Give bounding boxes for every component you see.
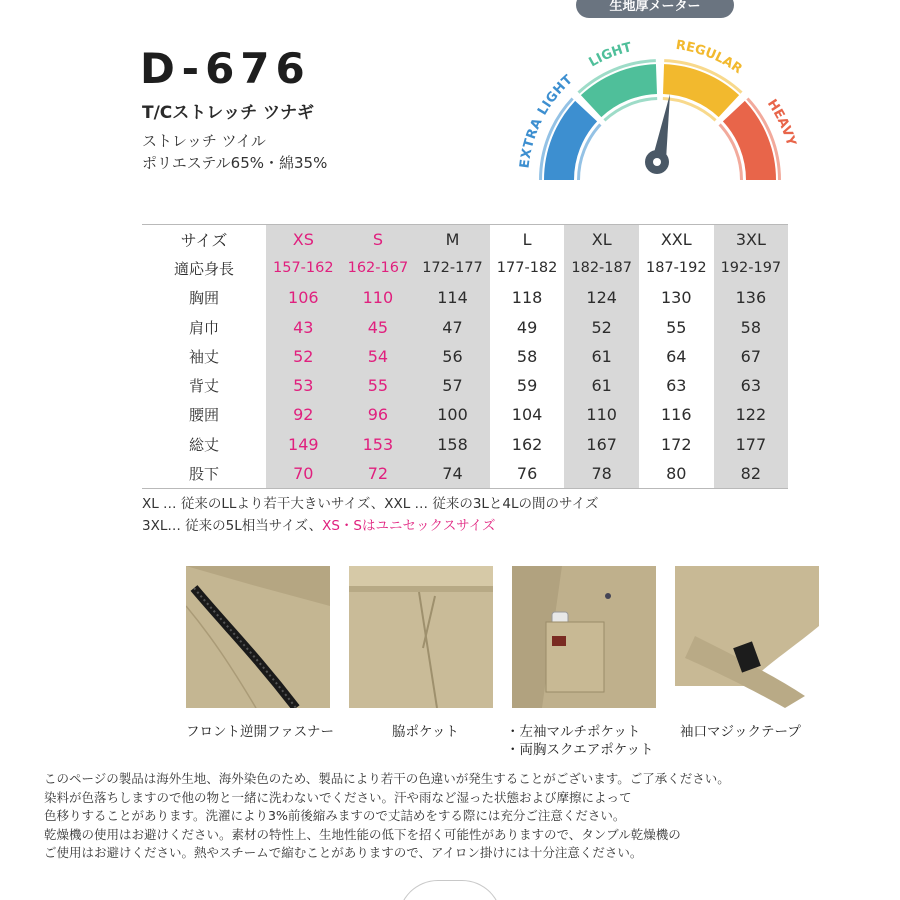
table-cell: 61 bbox=[564, 342, 639, 371]
table-cell: 192-197 bbox=[714, 254, 789, 283]
table-cell: 110 bbox=[341, 283, 416, 312]
table-cell: 55 bbox=[341, 371, 416, 400]
table-row bbox=[142, 371, 788, 400]
product-name: T/Cストレッチ ツナギ bbox=[142, 103, 315, 123]
table-cell: 104 bbox=[511, 405, 543, 425]
row-label: 総丈 bbox=[188, 435, 219, 454]
table-cell: 55 bbox=[666, 317, 687, 337]
scroll-more-indicator[interactable] bbox=[398, 880, 502, 900]
disclaimer-text bbox=[44, 770, 730, 863]
table-cell: 53 bbox=[266, 371, 341, 400]
disclaimer-line: 染料が色落ちしますので他の物と一緒に洗わないでください。汗や雨など湿った状態および摩擦によって bbox=[44, 789, 632, 805]
photo-cuff-velcro bbox=[675, 566, 819, 708]
table-cell: 96 bbox=[341, 400, 416, 429]
table-cell: 45 bbox=[341, 312, 416, 341]
size-header-cell: XL bbox=[564, 225, 639, 254]
caption-cuff-velcro: 袖口マジックテープ bbox=[680, 724, 801, 740]
table-cell: 177-182 bbox=[496, 260, 558, 277]
table-cell: 61 bbox=[564, 371, 639, 400]
row-label: 袖丈 bbox=[188, 347, 219, 366]
row-label: 腰囲 bbox=[188, 406, 219, 425]
size-header-row bbox=[142, 225, 788, 254]
row-label: サイズ bbox=[142, 225, 266, 254]
size-header-cell: M bbox=[415, 225, 490, 254]
photo-chest-pocket bbox=[512, 566, 656, 708]
size-chart-table bbox=[142, 224, 788, 489]
table-cell: 52 bbox=[564, 312, 639, 341]
row-label: 股下 bbox=[142, 459, 266, 488]
table-cell: 167 bbox=[564, 430, 639, 459]
table-cell: 114 bbox=[415, 283, 490, 312]
table-cell: 70 bbox=[266, 459, 341, 488]
product-model: D-676 bbox=[140, 44, 311, 93]
table-cell: 100 bbox=[415, 400, 490, 429]
table-cell: 63 bbox=[714, 371, 789, 400]
table-row bbox=[142, 459, 788, 488]
gauge-label-light: LIGHT bbox=[586, 40, 634, 71]
table-cell: 162 bbox=[511, 434, 543, 454]
table-cell: 157-162 bbox=[266, 254, 341, 283]
table-cell: 49 bbox=[516, 317, 538, 337]
table-cell: 110 bbox=[564, 400, 639, 429]
table-cell: 56 bbox=[415, 342, 490, 371]
table-cell: 59 bbox=[516, 376, 538, 396]
table-cell: 116 bbox=[660, 405, 692, 425]
table-cell: 80 bbox=[639, 459, 714, 488]
fabric-type: ストレッチ ツイル bbox=[142, 132, 266, 150]
table-cell: 63 bbox=[666, 376, 687, 396]
table-cell: 43 bbox=[266, 312, 341, 341]
fabric-info bbox=[142, 130, 327, 174]
table-cell: 153 bbox=[341, 430, 416, 459]
table-cell: 118 bbox=[511, 288, 543, 308]
caption-chest-pockets: ・両胸スクエアポケット bbox=[506, 742, 654, 758]
table-row bbox=[142, 400, 788, 429]
table-cell: 177 bbox=[714, 430, 789, 459]
table-cell: 136 bbox=[714, 283, 789, 312]
photo-front-zipper bbox=[186, 566, 330, 708]
table-cell: 124 bbox=[564, 283, 639, 312]
row-label: 背丈 bbox=[188, 377, 219, 396]
table-cell: 72 bbox=[341, 459, 416, 488]
size-header-cell: XXL bbox=[639, 225, 714, 254]
row-label: 胸囲 bbox=[188, 289, 219, 308]
caption-front-zipper: フロント逆開ファスナー bbox=[186, 724, 334, 740]
gauge-needle bbox=[645, 94, 670, 174]
gauge-label-extra-light: EXTRA LIGHT bbox=[517, 72, 577, 170]
gauge-label-regular: REGULAR bbox=[674, 37, 745, 78]
fabric-thickness-gauge bbox=[500, 14, 820, 200]
table-row bbox=[142, 342, 788, 371]
row-label: 適応身長 bbox=[173, 259, 234, 278]
unisex-note: XS・Sはユニセックスサイズ bbox=[322, 518, 496, 534]
size-note-1: XL … 従来のLLより若干大きいサイズ、XXL … 従来の3Lと4Lの間のサイズ bbox=[142, 496, 599, 512]
svg-text:HEAVY bbox=[764, 97, 799, 148]
disclaimer-line: このページの製品は海外生地、海外染色のため、製品により若干の色違いが発生することがございます。ご了承ください。 bbox=[44, 771, 730, 786]
table-cell: 47 bbox=[415, 312, 490, 341]
table-row bbox=[142, 254, 788, 283]
table-cell: 130 bbox=[660, 288, 692, 308]
caption-side-pocket: 脇ポケット bbox=[392, 724, 459, 740]
table-row bbox=[142, 430, 788, 459]
table-cell: 57 bbox=[415, 371, 490, 400]
table-cell: 58 bbox=[714, 312, 789, 341]
table-cell: 67 bbox=[714, 342, 789, 371]
table-cell: 54 bbox=[341, 342, 416, 371]
row-label: 肩巾 bbox=[188, 318, 219, 337]
table-cell: 122 bbox=[714, 400, 789, 429]
photo-side-pocket bbox=[349, 566, 493, 708]
size-header-cell: L bbox=[490, 225, 565, 254]
size-note-2-text: 3XL… 従来の5L相当サイズ、 bbox=[142, 518, 323, 534]
table-cell: 162-167 bbox=[341, 254, 416, 283]
fabric-composition: ポリエステル65%・綿35% bbox=[142, 154, 328, 172]
table-cell: 172-177 bbox=[415, 254, 490, 283]
table-cell: 182-187 bbox=[564, 254, 639, 283]
gauge-title: 生地厚メーター bbox=[576, 0, 734, 18]
disclaimer-line: 色移りすることがあります。洗濯により3%前後縮みますので丈詰めをする際には充分ご注意ください。 bbox=[44, 808, 626, 823]
table-cell: 74 bbox=[415, 459, 490, 488]
table-cell: 58 bbox=[516, 346, 538, 366]
table-cell: 158 bbox=[415, 430, 490, 459]
table-cell: 82 bbox=[714, 459, 789, 488]
size-header-cell: 3XL bbox=[714, 225, 789, 254]
disclaimer-line: 乾燥機の使用はお避けください。素材の特性上、生地性能の低下を招く可能性がありますので、タンブル乾燥機の bbox=[44, 826, 681, 842]
disclaimer-line: ご使用はお避けください。熱やスチームで縮むことがありますので、アイロン掛けには十分注意ください。 bbox=[44, 845, 643, 860]
table-cell: 172 bbox=[660, 434, 692, 454]
table-cell: 187-192 bbox=[645, 260, 707, 277]
table-row bbox=[142, 283, 788, 312]
size-header-cell: XS bbox=[266, 225, 341, 254]
table-row bbox=[142, 312, 788, 341]
table-cell: 149 bbox=[266, 430, 341, 459]
gauge-label-heavy: HEAVY bbox=[763, 96, 799, 148]
size-note-2 bbox=[142, 514, 496, 534]
table-cell: 64 bbox=[666, 346, 687, 366]
table-cell: 78 bbox=[564, 459, 639, 488]
table-cell: 106 bbox=[266, 283, 341, 312]
table-cell: 92 bbox=[266, 400, 341, 429]
caption-left-sleeve-pocket: ・左袖マルチポケット bbox=[506, 724, 641, 740]
size-header-cell: S bbox=[341, 225, 416, 254]
table-cell: 76 bbox=[490, 459, 565, 488]
table-cell: 52 bbox=[266, 342, 341, 371]
